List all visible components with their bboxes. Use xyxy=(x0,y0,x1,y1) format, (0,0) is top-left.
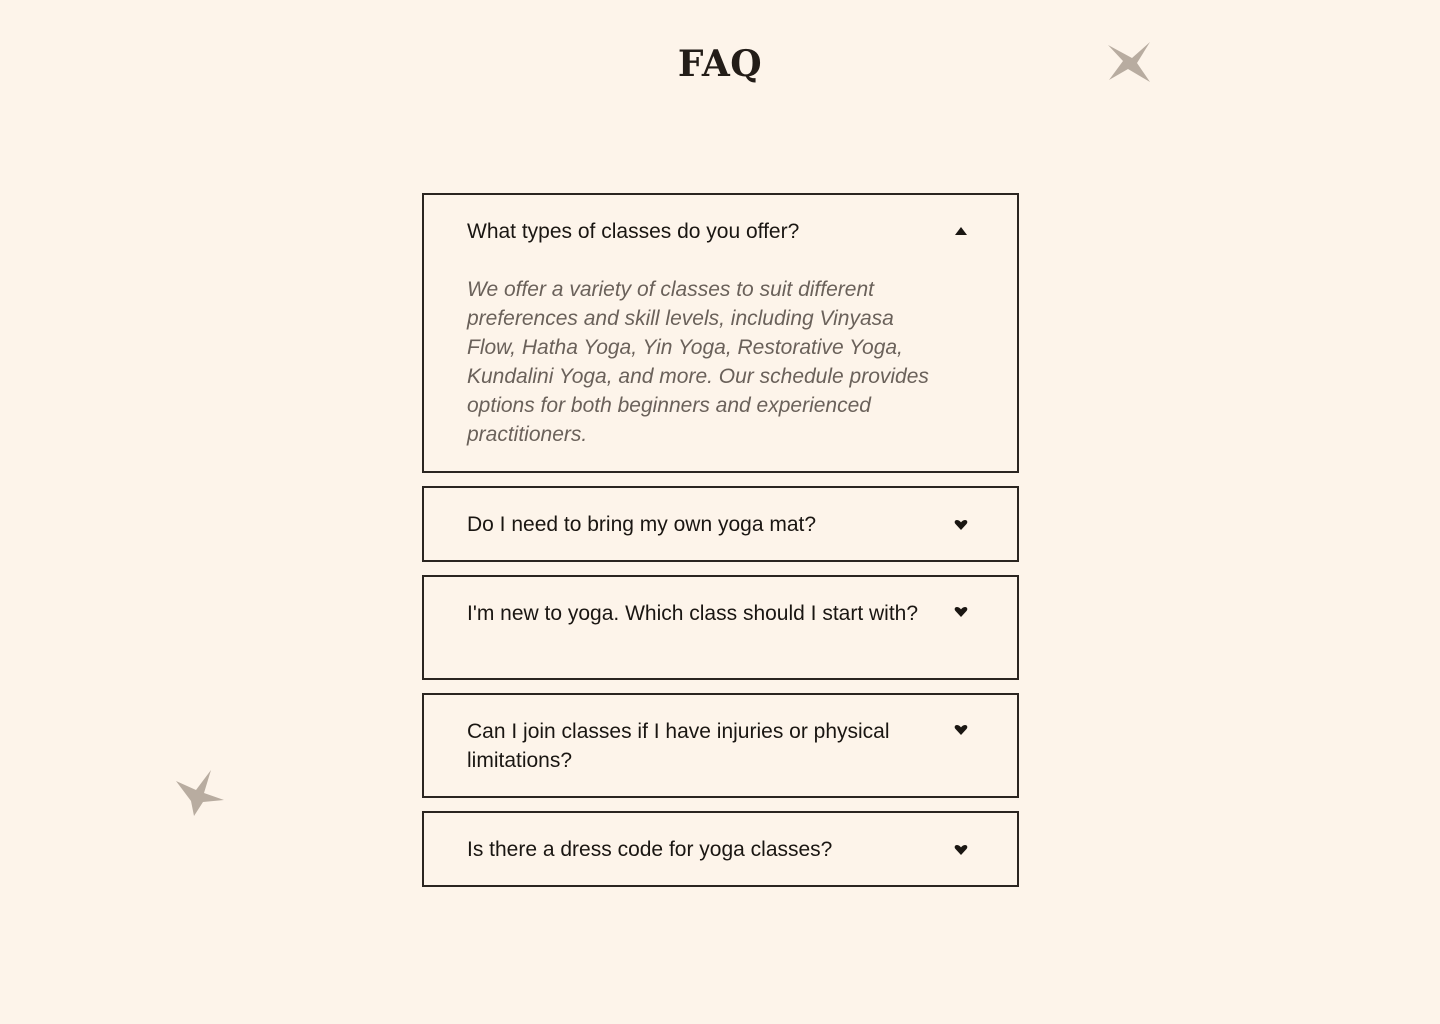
sparkle-icon xyxy=(1104,38,1154,86)
faq-item-yoga-mat[interactable] xyxy=(422,486,1019,562)
heart-down-icon[interactable] xyxy=(949,718,973,742)
faq-item-new-to-yoga[interactable] xyxy=(422,575,1019,680)
faq-question: I'm new to yoga. Which class should I start with? xyxy=(467,602,919,625)
faq-item-dress-code[interactable] xyxy=(422,811,1019,887)
faq-answer: We offer a variety of classes to suit different preferences and skill levels, including Vinyasa Flow, Hatha Yoga, Yin Yoga, Restorative Yoga, Kundalini Yoga, and more. Our schedule provides options for both beginners and experienced practitioners. xyxy=(467,278,929,446)
faq-question: Is there a dress code for yoga classes? xyxy=(467,838,833,861)
heart-down-icon[interactable] xyxy=(949,838,973,862)
faq-item-injuries[interactable] xyxy=(422,693,1019,798)
faq-question-row[interactable] xyxy=(424,488,1017,539)
heart-down-icon[interactable] xyxy=(949,513,973,537)
faq-question: What types of classes do you offer? xyxy=(467,220,800,243)
faq-item-classes[interactable] xyxy=(422,193,1019,473)
caret-up-icon[interactable] xyxy=(949,219,973,243)
faq-question: Can I join classes if I have injuries or physical limitations? xyxy=(467,720,890,772)
page-title: FAQ xyxy=(677,43,763,85)
faq-list xyxy=(422,193,1019,900)
faq-question-row[interactable] xyxy=(424,195,1017,246)
heart-down-icon[interactable] xyxy=(949,600,973,624)
faq-question-row[interactable] xyxy=(424,813,1017,864)
faq-question-row[interactable] xyxy=(424,695,1017,775)
faq-question: Do I need to bring my own yoga mat? xyxy=(467,513,817,536)
sparkle-icon xyxy=(174,768,226,818)
faq-question-row[interactable] xyxy=(424,577,1017,628)
